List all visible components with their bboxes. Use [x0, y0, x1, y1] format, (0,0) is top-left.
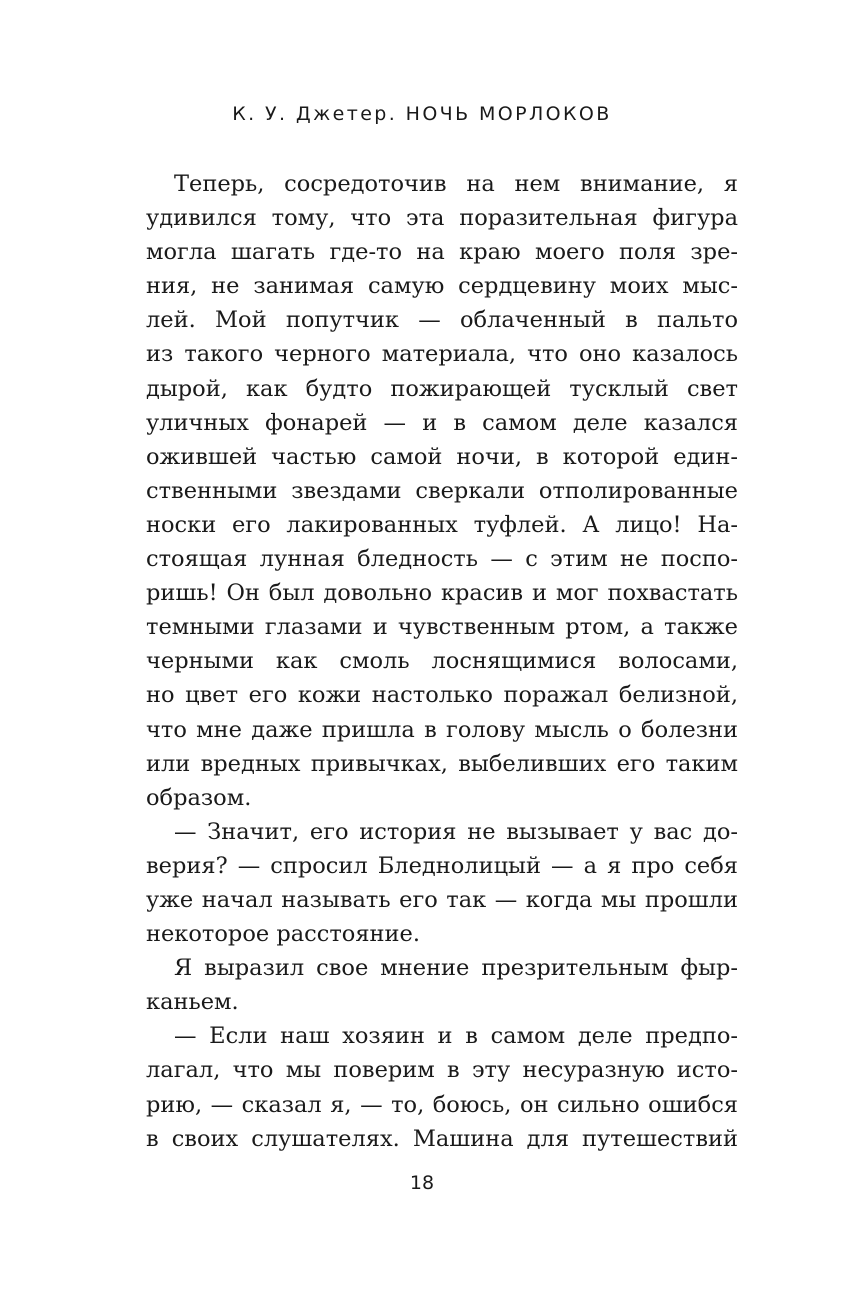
- text-line: — Если наш хозяин и в самом деле предпо-: [174, 1023, 738, 1050]
- text-line: ния, не занимая самую сердцевину моих мыс-: [146, 273, 738, 300]
- text-line: ственными звездами сверкали отполированные: [146, 477, 738, 504]
- text-line: образом.: [146, 784, 252, 811]
- text-line: рию, — сказал я, — то, боюсь, он сильно ошибся: [146, 1091, 738, 1118]
- text-line: могла шагать где-то на краю моего поля зре-: [146, 239, 738, 266]
- text-line: некоторое расстояние.: [146, 921, 420, 948]
- running-header: К. У. Джетер. НОЧЬ МОРЛОКОВ: [232, 103, 612, 125]
- text-line: темными глазами и чувственным ртом, а также: [146, 614, 738, 641]
- text-line: дырой, как будто пожирающей тусклый свет: [146, 375, 738, 402]
- text-line: каньем.: [146, 989, 239, 1016]
- text-line: из такого черного материала, что оно казалось: [146, 341, 738, 368]
- text-line: — Значит, его история не вызывает у вас до-: [174, 818, 738, 845]
- text-line: ришь! Он был довольно красив и мог похвастать: [146, 580, 738, 607]
- page-number: 18: [409, 1172, 435, 1194]
- text-line: носки его лакированных туфлей. А лицо! На-: [146, 511, 738, 538]
- text-line: лагал, что мы поверим в эту несуразную исто-: [146, 1057, 738, 1084]
- text-line: уличных фонарей — и в самом деле казался: [146, 409, 738, 436]
- text-line: стоящая лунная бледность — с этим не поспо-: [146, 546, 738, 573]
- text-line: Я выразил свое мнение презрительным фыр-: [174, 955, 738, 982]
- text-line: или вредных привычках, выбеливших его таким: [146, 750, 738, 777]
- body-text: [146, 167, 738, 1156]
- text-line: в своих слушателях. Машина для путешествий: [146, 1125, 738, 1152]
- text-line: лей. Мой попутчик — облаченный в пальто: [146, 307, 738, 334]
- text-line: ожившей частью самой ночи, в которой един-: [146, 443, 738, 470]
- text-line: Теперь, сосредоточив на нем внимание, я: [174, 171, 738, 197]
- text-line: уже начал называть его так — когда мы прошли: [146, 886, 738, 913]
- text-line: удивился тому, что эта поразительная фигура: [146, 205, 738, 232]
- text-line: что мне даже пришла в голову мысль о болезни: [146, 716, 738, 743]
- text-line: верия? — спросил Бледнолицый — а я про себя: [146, 852, 738, 879]
- text-line: черными как смоль лоснящимися волосами,: [146, 648, 738, 675]
- text-line: но цвет его кожи настолько поражал белизной,: [146, 682, 738, 709]
